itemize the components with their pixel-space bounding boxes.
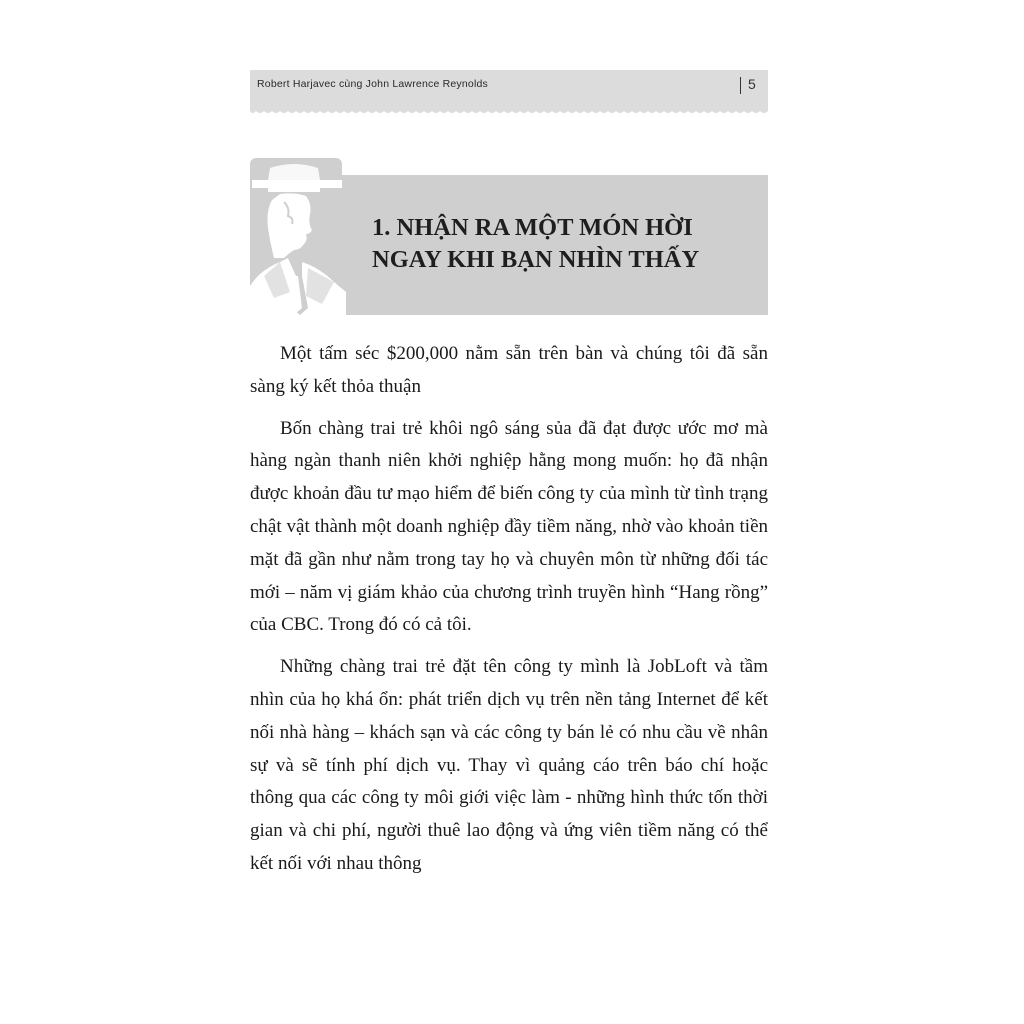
header-authors: Robert Harjavec cùng John Lawrence Reynolds xyxy=(257,78,488,90)
paragraph: Những chàng trai trẻ đặt tên công ty mình là JobLoft và tầm nhìn của họ khá ổn: phát triển dịch vụ trên nền tảng Internet để kết nối nhà hàng – khách sạn và các công ty bán lẻ có nhu cầu về nhân sự và sẽ tính phí dịch vụ. Thay vì quảng cáo trên báo chí hoặc thông qua các công ty môi giới việc làm - những hình thức tốn thời gian và chi phí, người thuê lao động và ứng viên tiềm năng có thể kết nối với nhau thông xyxy=(250,656,768,874)
paragraph: Bốn chàng trai trẻ khôi ngô sáng sủa đã đạt được ước mơ mà hàng ngàn thanh niên khởi nghiệp hằng mong muốn: họ đã nhận được khoản đầu tư mạo hiểm để biến công ty của mình từ tình trạng chật vật thành một doanh nghiệp đầy tiềm năng, nhờ vào khoản tiền mặt đã gần như nằm trong tay họ và chuyên môn từ những đối tác mới – năm vị giám khảo của chương trình truyền hình “Hang rồng” của CBC. Trong đó có cả tôi. xyxy=(250,417,768,636)
running-header xyxy=(250,70,768,110)
chapter-title-line-1: 1. NHẬN RA MỘT MÓN HỜI xyxy=(372,214,693,241)
header-torn-edge xyxy=(250,109,768,115)
chapter-title xyxy=(372,212,762,276)
header-page-separator xyxy=(740,77,741,94)
paragraph: Một tấm séc $200,000 nằm sẵn trên bàn và chúng tôi đã sẵn sàng ký kết thỏa thuận xyxy=(250,343,768,397)
page-number: 5 xyxy=(748,76,756,92)
chapter-title-line-2: NGAY KHI BẠN NHÌN THẤY xyxy=(372,246,700,273)
businessman-portrait-icon xyxy=(250,158,346,315)
body-text xyxy=(250,338,768,890)
